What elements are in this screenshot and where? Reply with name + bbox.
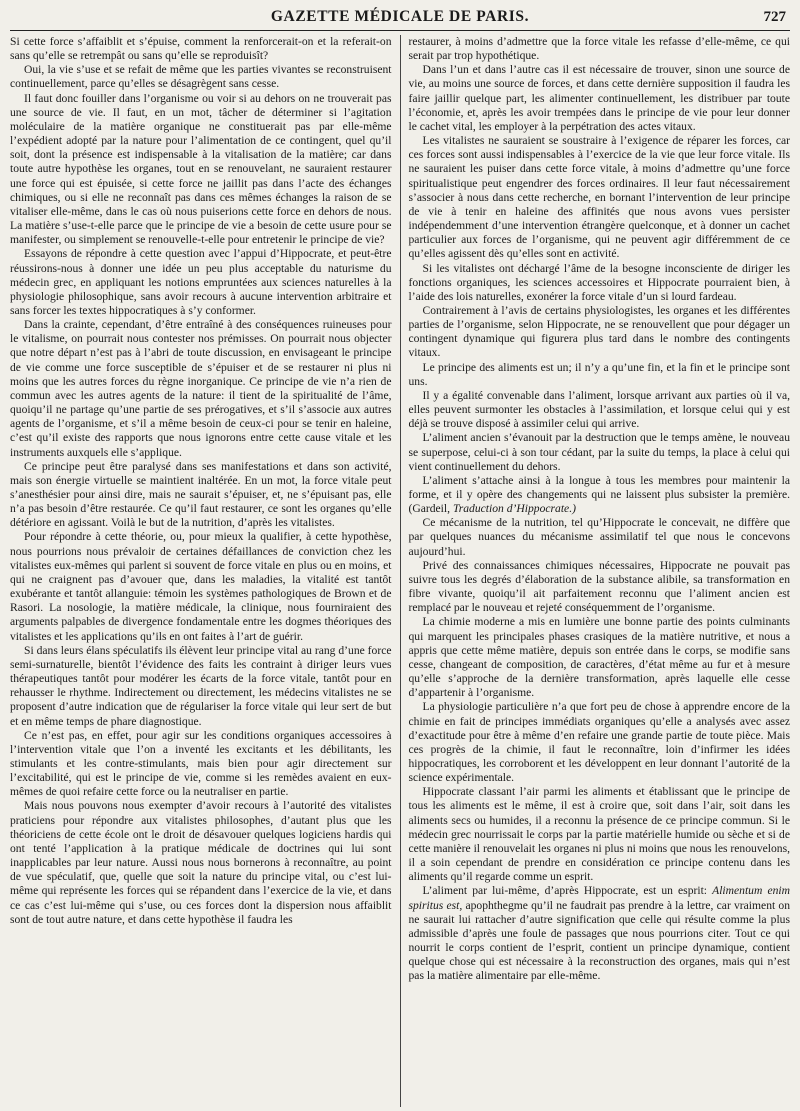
article-body	[10, 35, 790, 1107]
paragraph: Dans la crainte, cependant, d’être entraîné à des conséquences ruineuses pour le vitalisme, on pourrait nous contester nos prémisses. On pourrait nous objecter que notre départ n’est pas à l’abri de toute discussion, en envisageant le principe de vie comme une force susceptible de s’épuiser et de se restaurer ni plus ni moins que les autres forces du règne inorganique. Ce principe de vie n’a rien de commun avec les autres agents de la nature: il tient de la spiritualité de l’âme, quoiqu’il ne partage qu’une partie de ses prérogatives, et s’il s’associe aux autres agents de l’organisme, et s’il a même besoin de ceux-ci pour se tenir en haleine, c’est qu’il existe des rapports que nous ignorons entre cette cause vitale et les instruments auxquels elle s’applique.	[10, 318, 392, 459]
text: apophthegme qu’il ne faudrait pas prendre à la lettre, car vraiment on ne saurait lui rattacher d’autre signification que celle qui résulte comme la plus admissible d’après une foule de passages que nous pourrions citer. Tout ce qui nourrit le corps contient de l’esprit, contient un principe dynamique, contient quelque chose qui est nécessaire à la reconstruction des organes, mais qui n’est pas la matière alimentaire par elle-même.	[408, 898, 790, 983]
paragraph: Ce mécanisme de la nutrition, tel qu’Hippocrate le concevait, ne diffère que par quelques nuances du mécanisme assimilatif tel que nous le concevons aujourd’hui.	[408, 516, 790, 558]
paragraph: Hippocrate classant l’air parmi les aliments et établissant que le principe de tous les aliments est le même, il est à croire que, soit dans l’air, soit dans les aliments secs ou humides, il a reconnu la présence de ce principe commun. Si le médecin grec nourrissait le corps par la partie matérielle humide ou sèche et si de cette manière il renouvelait les organes ni plus ni moins que nous les renouvelons, il a soin cependant de prendre en considération ce principe contenu dans les aliments qu’il regarde comme un esprit.	[408, 785, 790, 884]
journal-title: GAZETTE MÉDICALE DE PARIS.	[270, 8, 530, 25]
right-column	[401, 35, 791, 1107]
citation-title: Traduction d’Hippocrate.)	[452, 502, 576, 516]
paragraph: La physiologie particulière n’a que fort peu de chose à apprendre encore de la chimie en fait de principes immédiats organiques qu’elle a analysés avec assez d’exactitude pour être à même d’en refaire une grande partie de toute pièce. Mais ces progrès de la chimie, il faut le reconnaître, loin d’infirmer les idées hippocratiques, les corroborent et les développent en leur donnant l’autorité de la science expérimentale.	[408, 700, 790, 785]
paragraph: Ce principe peut être paralysé dans ses manifestations et dans son activité, mais son énergie virtuelle se maintient inaltérée. En un mot, la force vitale peut s’anesthésier pour ainsi dire, mais ne saurait s’épuiser, et, ne s’épuisant pas, elle n’a pas besoin d’être restaurée. Ce qu’il faut restaurer, ce sont les organes qu’elle détériore en agissant. Voilà le but de la nutrition, d’après les vitalistes.	[10, 459, 392, 530]
paragraph: Les vitalistes ne sauraient se soustraire à l’exigence de réparer les forces, car ces forces sont aussi indispensables à l’exercice de la vie que leur force vitale. Ils ne sauraient les puiser dans cette force vitale, à moins d’admettre qu’une force spiritualistique peut engendrer des forces ordinaires. Il leur faut nécessairement s’associer à nous dans cette recherche, en bornant l’intervention de leur principe de vie à tenir en haleine des affinités que nous avons vues persister indépendemment d’une intervention étrangère quelconque, et à donner un cachet particulier aux forces de l’organisme, qui ne peuvent agir différemment de ce qu’elles agissent dès qu’elles sont en activité.	[408, 134, 790, 261]
paragraph: Contrairement à l’avis de certains physiologistes, les organes et les différentes parties de l’organisme, selon Hippocrate, ne se renouvellent que pour dégager un contingent dynamique qui figurera plus tard dans le nombre des contingents vitaux.	[408, 303, 790, 360]
paragraph: Pour répondre à cette théorie, ou, pour mieux la qualifier, à cette hypothèse, nous pourrions nous prévaloir de certaines défaillances de conviction chez les vitalistes eux-mêmes qui parlent si souvent de force vitale en plus ou en moins, et qui ne craignent pas d’avouer que, dans les maladies, la vitalité est tantôt exubérante et tantôt allanguie: témoin les systèmes pathologiques de Brown et de Rasori. La nosologie, la matière médicale, la clinique, nous fourniraient des arguments palpables de divergence fondamentale entre les dogmes théoriques des vitalistes et les applications qu’ils en ont faites à l’art de guérir.	[10, 530, 392, 643]
paragraph: Essayons de répondre à cette question avec l’appui d’Hippocrate, et peut-être réussirons-nous à donner une idée un peu plus acceptable du naturisme du médecin grec, en appliquant les notions empruntées aux sciences naturelles à la physiologie philosophique, sans avoir recours à aucune intervention arbitraire et sans forcer les textes hippocratiques à s’y conformer.	[10, 247, 392, 317]
paragraph: Le principe des aliments est un; il n’y a qu’une fin, et la fin et le principe sont uns.	[408, 360, 790, 388]
paragraph: Dans l’un et dans l’autre cas il est nécessaire de trouver, sinon une source de vie, au moins une source de forces, et dans cette dernière supposition il faudra les faire jaillir quelque part, les alimenter continuellement, les distribuer par toute l’économie, et, après les avoir trempées dans le principe de vie pour leur donner le cachet vital, les employer à la perpétration des actes vitaux.	[408, 63, 790, 133]
paragraph: L’aliment ancien s’évanouit par la destruction que le temps amène, le nouveau se superpose, celui-ci à son tour cédant, par la suite du temps, la place à celui qui vient continuellement du dehors.	[408, 431, 790, 473]
paragraph	[409, 474, 791, 516]
paragraph: Oui, la vie s’use et se refait de même que les parties vivantes se reconstruisent continuellement, parce qu’elles se désagrègent sans cesse.	[10, 63, 392, 91]
paragraph: Il y a égalité convenable dans l’aliment, lorsque arrivant aux parties où il va, elles peuvent surmonter les obstacles à l’assimilation, et lorsque celui qui y est déjà se trouve disposé à assimiler celui qui arrive.	[408, 388, 790, 431]
latin-quote: Alimentum enim spiritus est,	[408, 884, 790, 912]
paragraph	[409, 884, 791, 983]
paragraph: Mais nous pouvons nous exempter d’avoir recours à l’autorité des vitalistes praticiens pour répondre aux vitalistes philosophes, d’autant plus que les théoriciens de cette école ont le droit de désavouer quelques logiciens hardis qui ont tenté l’application à la pratique médicale de doctrines qui lui sont inapplicables par leur nature. Aussi nous nous bornerons à reconnaître, au point de vue spéculatif, que, quelle que soit la nature du principe vital, ou c’est lui-même qui représente les forces qui se répandent dans l’exercice de la vie, et dans ce cas c’est lui-même qui s’use, ou ces forces dont la dispersion nous affaiblit sont de tout autre nature, et dans cette hypothèse il faudra les	[10, 799, 392, 926]
page-header	[10, 4, 790, 31]
page-number: 727	[763, 9, 786, 25]
paragraph: restaurer, à moins d’admettre que la force vitale les refasse d’elle-même, ce qui serait par trop hypothétique.	[408, 35, 790, 63]
paragraph: Si les vitalistes ont déchargé l’âme de la besogne inconsciente de diriger les fonctions organiques, les sciences accessoires et Hippocrate pourraient bien, à l’aide des lois naturelles, exonérer la force vitale d’un si lourd fardeau.	[408, 261, 790, 303]
citation-author: (Gardeil,	[408, 502, 453, 516]
paragraph: Si dans leurs élans spéculatifs ils élèvent leur principe vital au rang d’une force semi-surnaturelle, bientôt l’évidence des faits les contraint à diriger leurs vues thérapeutiques tantôt pour modérer les écarts de la force vitale, tantôt pour en rehausser le rhythme. Indirectement ou directement, les médecins vitalistes ne se proposent d’autre indication que de régulariser la force vitale qui leur sert de but et en même temps de phare diagnostique.	[10, 643, 392, 728]
quote-text: L’aliment s’attache ainsi à la longue à tous les membres pour maintenir la forme, et il y opère des changements qui ne laissent plus subsister la première.	[408, 473, 790, 501]
text: L’aliment par lui-même, d’après Hippocrate, est un esprit:	[422, 884, 713, 898]
left-column	[10, 35, 401, 1107]
paragraph: Il faut donc fouiller dans l’organisme ou voir si au dehors on ne trouverait pas une source de vie. Il faut, en un mot, tâcher de déterminer si l’agitation moléculaire de la matière organique ne constituerait pas par elle-même l’expédient adopté par la nature pour l’alimentation de ce contingent, quel qu’il soit, dont la présence est indispensable à la vitalisation de la matière; car dans toute autre hypothèse les organes, tout en se renouvelant, ne sauraient restaurer une force qui est épuisée, si cette force ne jaillit pas dans l’acte des échanges chimiques, ou si elle ne reconnaît pas dans ces mêmes échanges la raison de se vitaliser elle-même, dans le cas où nous puiserions cette force en dehors de nous. La matière s’use-t-elle parce que le principe de vie a besoin de cette usure pour se manifester, ou simplement se renouvelle-t-elle pour entretenir le principe de vie?	[10, 91, 392, 247]
paragraph: Ce n’est pas, en effet, pour agir sur les conditions organiques accessoires à l’intervention vitale que l’on a inventé les excitants et les débilitants, les stimulants et les contre-stimulants, mais bien pour agir directement sur l’excitabilité, qui est le principe de vie, comme si les remèdes avaient en eux-mêmes de quoi refaire cette force ou la neutraliser en partie.	[10, 728, 392, 799]
paragraph: La chimie moderne a mis en lumière une bonne partie des points culminants qui marquent les principales phases crasiques de la matière nutritive, et nous a appris que cette même matière, depuis son entrée dans le corps, se modifie sans cesse, changeant de composition, de caractères, d’état même au fur et à mesure qu’elle s’approche de la dernière transformation, après laquelle elle cesse d’appartenir à l’organisme.	[408, 615, 790, 700]
paragraph: Si cette force s’affaiblit et s’épuise, comment la renforcerait-on et la referait-on sans qu’elle se retrempât ou sans qu’elle se reproduisît?	[10, 35, 392, 63]
paragraph: Privé des connaissances chimiques nécessaires, Hippocrate ne pouvait pas suivre tous les degrés d’élaboration de la substance alibile, sa transformation en fibre vivante, quoiqu’il ait parfaitement reconnu que l’aliment ancien est remplacé par le nouveau et rejeté conséquemment de l’organisme.	[408, 558, 790, 615]
